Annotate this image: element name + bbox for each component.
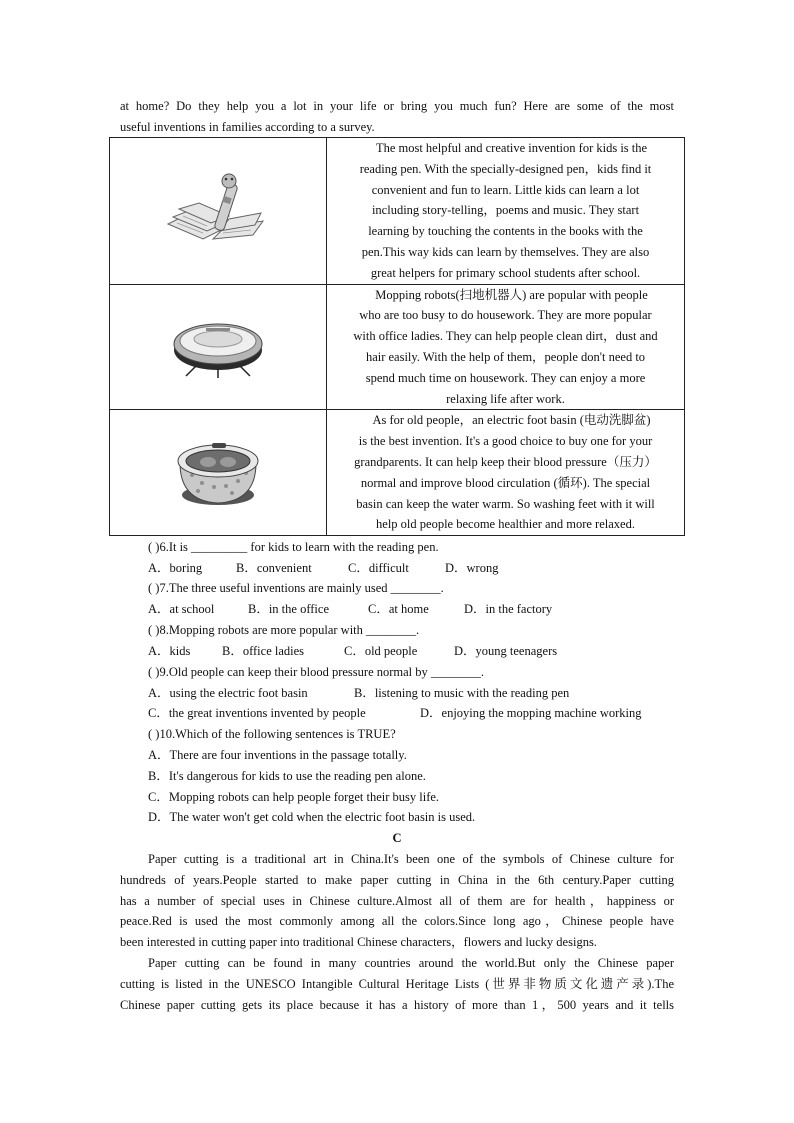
q8-option-c[interactable]: C．old people [344, 644, 418, 658]
text-line: grandparents. It can help keep their blood pressure（压力） [354, 454, 657, 469]
q9-option-a[interactable]: A．using the electric foot basin [148, 686, 308, 700]
text-line: As for old people，an electric foot basin (电动洗脚盆) [372, 413, 651, 428]
q10-option-d[interactable]: D．The water won't get cold when the electric foot basin is used. [148, 810, 476, 824]
c-para1-line: been interested in cutting paper into traditional Chinese characters，flowers and lucky designs. [120, 935, 597, 949]
c-para1-line: has a number of special uses in Chinese culture.Almost all of them are for health，happiness or [120, 894, 674, 908]
foot-basin-description [327, 410, 685, 536]
q8-option-d[interactable]: D．young teenagers [454, 644, 558, 658]
table-row [110, 284, 685, 410]
c-para1-line: Paper cutting is a traditional art in China.It's been one of the symbols of Chinese culture for [148, 852, 674, 866]
text-line: help old people become healthier and more relaxed. [376, 517, 635, 532]
image-cell [110, 284, 327, 410]
question-10: ( )10.Which of the following sentences is TRUE? [148, 727, 396, 741]
question-6: ( )6.It is _________ for kids to learn with the reading pen. [148, 540, 439, 554]
q8-option-a[interactable]: A．kids [148, 644, 191, 658]
question-9: ( )9.Old people can keep their blood pressure normal by ________. [148, 665, 485, 679]
section-title: C [392, 831, 402, 845]
text-line: basin can keep the water warm. So washing feet with it will [356, 496, 655, 511]
text-line: normal and improve blood circulation (循环). The special [360, 475, 651, 490]
text-line: including story-telling，poems and music. They start [371, 203, 640, 218]
q6-option-d[interactable]: D．wrong [445, 561, 499, 575]
q7-option-c[interactable]: C．at home [368, 602, 429, 616]
intro-line-2: useful inventions in families according to a survey. [120, 120, 375, 134]
inventions-table [109, 137, 685, 536]
text-line: reading pen. With the specially-designed pen，kids find it [359, 161, 652, 176]
q10-option-b[interactable]: B．It's dangerous for kids to use the reading pen alone. [148, 769, 426, 783]
table-row [110, 138, 685, 285]
q6-option-b[interactable]: B．convenient [236, 561, 312, 575]
q9-option-b[interactable]: B．listening to music with the reading pen [354, 686, 570, 700]
text-line: spend much time on housework. They can enjoy a more [365, 370, 646, 385]
reading-pen-image [163, 169, 273, 249]
intro-line-1: at home? Do they help you a lot in your life or bring you much fun? Here are some of the most [120, 99, 674, 113]
mopping-robot-image [168, 310, 268, 380]
text-line: relaxing life after work. [446, 391, 565, 406]
table-row [110, 410, 685, 536]
c-para1-line: peace.Red is used the most commonly among all the colors.Since long ago，Chinese people have [120, 914, 674, 928]
text-line: convenient and fun to learn. Little kids can learn a lot [371, 182, 640, 197]
text-line: learning by touching the contents in the books with the [368, 224, 643, 239]
c-para2-line: Paper cutting can be found in many countries around the world.But only the Chinese paper [148, 956, 674, 970]
foot-basin-image [168, 431, 268, 511]
q9-option-c[interactable]: C．the great inventions invented by people [148, 706, 366, 720]
q10-option-a[interactable]: A．There are four inventions in the passage totally. [148, 748, 407, 762]
q9-option-d[interactable]: D．enjoying the mopping machine working [420, 706, 642, 720]
text-line: The most helpful and creative invention for kids is the [375, 141, 648, 155]
mopping-robot-description [327, 284, 685, 410]
image-cell [110, 138, 327, 285]
text-line: with office ladies. They can help people clean dirt，dust and [353, 329, 658, 344]
text-line: Mopping robots(扫地机器人) are popular with people [375, 287, 648, 302]
text-line: is the best invention. It's a good choice to buy one for your [358, 434, 653, 449]
text-line: great helpers for primary school students after school. [370, 265, 641, 280]
reading-pen-description [327, 138, 685, 285]
c-para1-line: hundreds of years.People started to make paper cutting in China in the 6th century.Paper cutting [120, 873, 674, 887]
text-line: hair easily. With the help of them，people don't need to [365, 349, 646, 364]
question-7: ( )7.The three useful inventions are mainly used ________. [148, 581, 444, 595]
c-para2-line: Chinese paper cutting gets its place because it has a history of more than 1，500 years and it tells [120, 998, 674, 1012]
q8-option-b[interactable]: B．office ladies [222, 644, 305, 658]
question-8: ( )8.Mopping robots are more popular with ________. [148, 623, 420, 637]
c-para2-line: cutting is listed in the UNESCO Intangible Cultural Heritage Lists (世界非物质文化遗产录).The [120, 977, 674, 991]
q6-option-c[interactable]: C．difficult [348, 561, 409, 575]
image-cell [110, 410, 327, 536]
q7-option-d[interactable]: D．in the factory [464, 602, 553, 616]
q6-option-a[interactable]: A．boring [148, 561, 203, 575]
q7-option-b[interactable]: B．in the office [248, 602, 329, 616]
text-line: who are too busy to do housework. They are more popular [359, 308, 652, 323]
q7-option-a[interactable]: A．at school [148, 602, 215, 616]
q10-option-c[interactable]: C．Mopping robots can help people forget their busy life. [148, 790, 440, 804]
text-line: pen.This way kids can learn by themselves. They are also [361, 244, 650, 259]
